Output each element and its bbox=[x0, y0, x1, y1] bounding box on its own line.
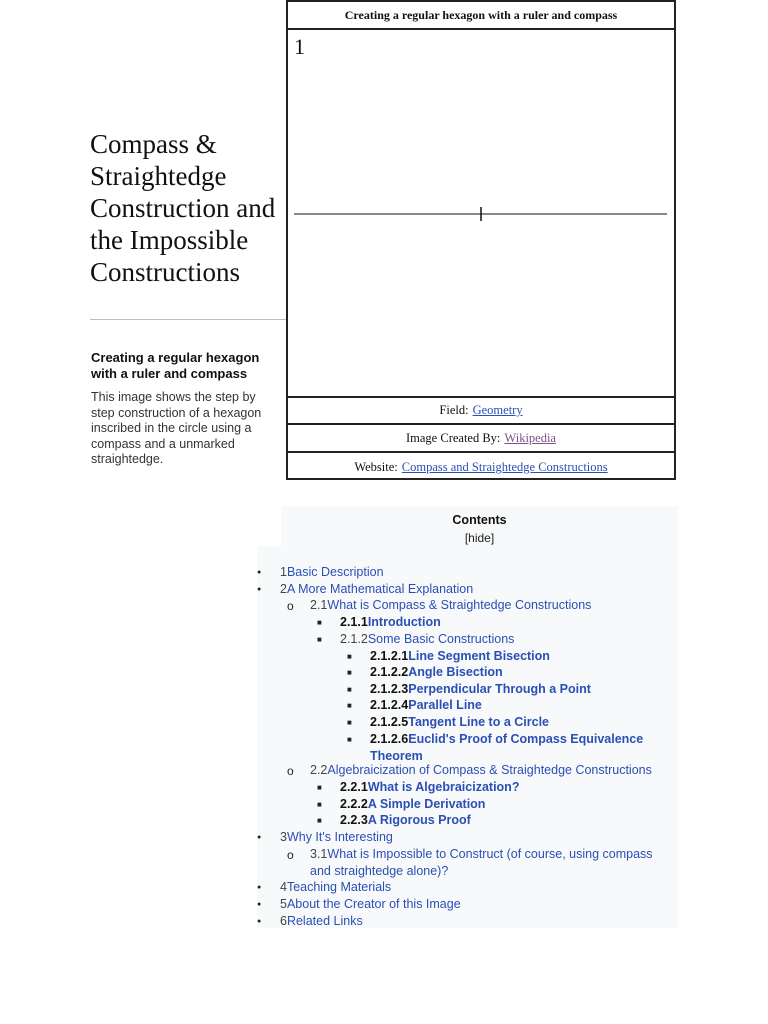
toc-label: What is Algebraicization? bbox=[367, 780, 520, 794]
toc-link[interactable] bbox=[280, 829, 393, 846]
toc-number: 2.2.3 bbox=[340, 813, 368, 827]
toc-number: 2.1.2.5 bbox=[370, 715, 409, 729]
toc-link[interactable] bbox=[340, 796, 485, 813]
toc-label: Why It's Interesting bbox=[286, 830, 393, 844]
toc-label: Introduction bbox=[367, 615, 441, 629]
toc-link[interactable] bbox=[340, 779, 519, 796]
toc-margin bbox=[257, 546, 281, 928]
toc-list-marker: ● bbox=[257, 834, 262, 841]
title-divider bbox=[90, 319, 287, 320]
creator-link-wikipedia[interactable]: Wikipedia bbox=[504, 431, 556, 445]
toc-number: 6 bbox=[280, 914, 287, 928]
toc-label: Angle Bisection bbox=[408, 665, 503, 679]
toc-label: About the Creator of this Image bbox=[286, 897, 461, 911]
toc-link[interactable] bbox=[310, 597, 591, 614]
toc-label: Parallel Line bbox=[408, 698, 482, 712]
toc-number: 2 bbox=[280, 582, 287, 596]
toc-list-marker: ■ bbox=[317, 800, 322, 809]
toc-label: Related Links bbox=[286, 914, 363, 928]
toc-link[interactable] bbox=[370, 648, 550, 665]
toc-list-marker: ■ bbox=[317, 783, 322, 792]
toc-list-marker: ■ bbox=[347, 735, 352, 744]
toc-number: 2.2.1 bbox=[340, 780, 368, 794]
toc-number: 2.1 bbox=[310, 598, 328, 612]
toc-link[interactable] bbox=[280, 896, 461, 913]
toc-list-marker: ■ bbox=[347, 701, 352, 710]
toc-list-marker: ● bbox=[257, 901, 262, 908]
toc-list-marker: o bbox=[287, 764, 294, 778]
toc-link[interactable] bbox=[370, 731, 660, 764]
toc-link[interactable] bbox=[370, 664, 503, 681]
toc-link[interactable] bbox=[280, 564, 384, 581]
toc-label: Teaching Materials bbox=[286, 880, 392, 894]
toc-number: 2.2.2 bbox=[340, 797, 368, 811]
toc-list-marker: ■ bbox=[347, 668, 352, 677]
field-label: Field: bbox=[439, 403, 469, 417]
toc-list-marker: ■ bbox=[347, 652, 352, 661]
image-caption-heading: Creating a regular hexagon with a ruler and compass bbox=[91, 350, 260, 381]
toc-list-marker: o bbox=[287, 848, 294, 862]
toc-link[interactable] bbox=[340, 631, 514, 648]
image-caption-text: This image shows the step by step construction of a hexagon inscribed in the circle using a compass and a unmarked straightedge. bbox=[91, 390, 262, 466]
field-row bbox=[288, 398, 674, 425]
toc-number: 2.1.2.6 bbox=[370, 732, 409, 746]
toc-link[interactable] bbox=[280, 913, 363, 930]
toc-label: A More Mathematical Explanation bbox=[286, 582, 474, 596]
toc-label: Euclid's Proof of Compass Equivalence Theorem bbox=[370, 732, 644, 763]
field-link-geometry[interactable]: Geometry bbox=[472, 403, 523, 417]
toc-label: What is Compass & Straightedge Constructions bbox=[327, 598, 592, 612]
toc-list-marker: ● bbox=[257, 918, 262, 925]
toc-label: Algebraicization of Compass & Straightedge Constructions bbox=[327, 763, 652, 777]
toc-label: Perpendicular Through a Point bbox=[408, 682, 591, 696]
toc-link[interactable] bbox=[280, 879, 391, 896]
toc-list-marker: o bbox=[287, 599, 294, 613]
toc-list-marker: ■ bbox=[317, 618, 322, 627]
toc-number: 5 bbox=[280, 897, 287, 911]
toc-number: 2.2 bbox=[310, 763, 328, 777]
toc-label: Basic Description bbox=[286, 565, 384, 579]
website-label: Website: bbox=[354, 460, 398, 474]
page-title: Compass & Straightedge Construction and the Impossible Constructions bbox=[90, 129, 276, 287]
website-row bbox=[288, 454, 674, 481]
toc-link[interactable] bbox=[280, 581, 473, 598]
toc-label: Tangent Line to a Circle bbox=[408, 715, 549, 729]
toc-list-marker: ● bbox=[257, 884, 262, 891]
toc-link[interactable] bbox=[370, 681, 591, 698]
toc-label: Line Segment Bisection bbox=[408, 649, 550, 663]
toc-link[interactable] bbox=[310, 846, 665, 879]
toc-label: Some Basic Constructions bbox=[367, 632, 515, 646]
toc-number: 3.1 bbox=[310, 847, 328, 861]
toc-number: 2.1.2.3 bbox=[370, 682, 409, 696]
toc-number: 3 bbox=[280, 830, 287, 844]
image-info-table bbox=[286, 0, 676, 480]
creator-row bbox=[288, 426, 674, 453]
step-number: 1 bbox=[294, 34, 305, 59]
toc-hide-toggle[interactable]: [hide] bbox=[464, 531, 495, 545]
image-info-title: Creating a regular hexagon with a ruler and compass bbox=[288, 2, 674, 30]
toc-number: 2.1.2 bbox=[340, 632, 368, 646]
toc-label: What is Impossible to Construct (of course, using compass and straightedge alone)? bbox=[310, 847, 653, 878]
toc-number: 2.1.2.2 bbox=[370, 665, 409, 679]
toc-label: A Simple Derivation bbox=[367, 797, 486, 811]
toc-list-marker: ■ bbox=[347, 685, 352, 694]
website-link[interactable]: Compass and Straightedge Constructions bbox=[401, 460, 608, 474]
toc-number: 2.1.2.1 bbox=[370, 649, 409, 663]
creator-label: Image Created By: bbox=[406, 431, 501, 445]
toc-number: 1 bbox=[280, 565, 287, 579]
construction-drawing bbox=[288, 30, 674, 396]
construction-animation bbox=[288, 30, 674, 398]
toc-list-marker: ■ bbox=[317, 816, 322, 825]
toc-link[interactable] bbox=[340, 614, 441, 631]
toc-link[interactable] bbox=[340, 812, 471, 829]
toc-number: 2.1.1 bbox=[340, 615, 368, 629]
toc-link[interactable] bbox=[370, 697, 482, 714]
toc-list-marker: ● bbox=[257, 569, 262, 576]
toc-link[interactable] bbox=[310, 762, 652, 779]
toc-title: Contents bbox=[452, 513, 507, 527]
toc-label: A Rigorous Proof bbox=[367, 813, 471, 827]
toc-list-marker: ■ bbox=[347, 718, 352, 727]
toc-list-marker: ■ bbox=[317, 635, 322, 644]
toc-list-marker: ● bbox=[257, 586, 262, 593]
toc-number: 4 bbox=[280, 880, 287, 894]
toc-link[interactable] bbox=[370, 714, 549, 731]
toc-number: 2.1.2.4 bbox=[370, 698, 409, 712]
